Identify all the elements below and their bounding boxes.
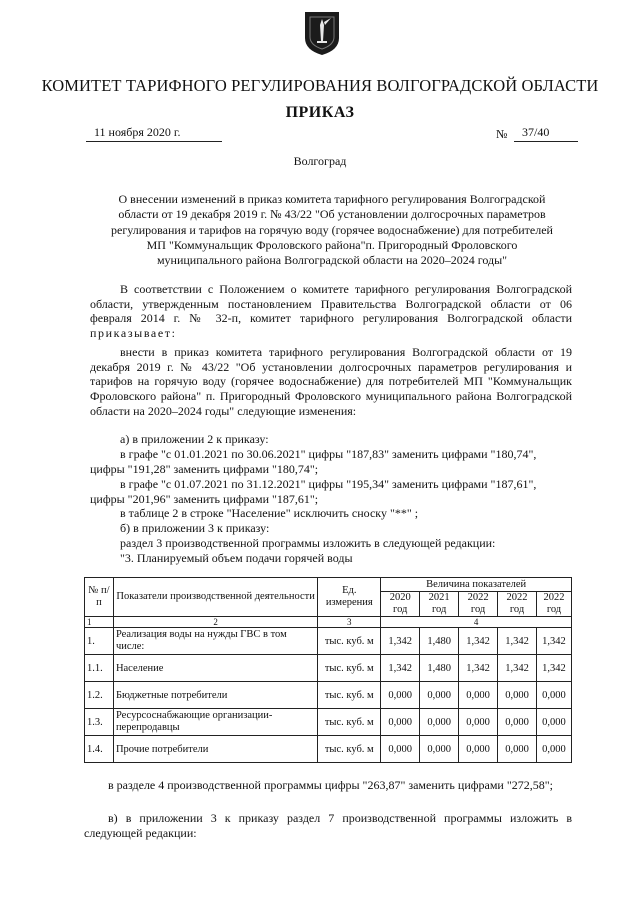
row-unit: тыс. куб. м (318, 655, 381, 682)
row-value: 0,000 (381, 736, 420, 763)
row-name: Прочие потребители (113, 736, 317, 763)
row-unit: тыс. куб. м (318, 709, 381, 736)
header-year: 2022 год (498, 592, 537, 617)
table-row (85, 655, 572, 682)
header-year: 2020 год (381, 592, 420, 617)
row-value: 1,480 (420, 628, 459, 655)
header-year: 2022 год (536, 592, 571, 617)
row-unit: тыс. куб. м (318, 736, 381, 763)
row-value: 0,000 (459, 736, 498, 763)
item-b: б) в приложении 3 к приказу: (120, 521, 270, 535)
col-number: 2 (113, 617, 317, 628)
subject-line: О внесении изменений в приказ комитета тарифного регулирования Волгоградской (118, 192, 546, 206)
row-num: 1.3. (85, 709, 114, 736)
city: Волгоград (293, 154, 347, 168)
row-value: 1,342 (536, 628, 571, 655)
row-value: 1,342 (381, 655, 420, 682)
row-value: 1,480 (420, 655, 459, 682)
row-name: Реализация воды на нужды ГВС в том числе: (113, 628, 317, 655)
row-value: 1,342 (459, 655, 498, 682)
hot-water-volume-table (84, 577, 572, 763)
table-row (85, 682, 572, 709)
item-b1: раздел 3 производственной программы изложить в следующей редакции: (120, 536, 496, 550)
item-a: а) в приложении 2 к приказу: (120, 432, 269, 446)
item-a2-line2: цифры "201,96" заменить цифрами "187,61"; (90, 491, 319, 506)
table-row (85, 709, 572, 736)
committee-name: КОМИТЕТ ТАРИФНОГО РЕГУЛИРОВАНИЯ ВОЛГОГРАДСКОЙ ОБЛАСТИ (41, 76, 599, 95)
document-type: ПРИКАЗ (285, 104, 355, 121)
row-num: 1.1. (85, 655, 114, 682)
row-value: 0,000 (498, 709, 537, 736)
row-value: 0,000 (536, 682, 571, 709)
item-a3: в таблице 2 в строке "Население" исключить сноску "**" ; (120, 506, 419, 520)
item-c-paragraph: в) в приложении 3 к приказу раздел 7 производственной программы изложить в следующей редакции: (84, 811, 572, 840)
number-sign: № (496, 127, 508, 141)
subject-line: муниципального района Волгоградской области на 2020–2024 годы" (156, 253, 508, 268)
row-value: 0,000 (536, 709, 571, 736)
row-name: Ресурсоснабжающие организации-перепродавцы (113, 709, 317, 736)
col-number: 3 (318, 617, 381, 628)
item-b2: "3. Планируемый объем подачи горячей воды (120, 551, 353, 565)
table-row (85, 628, 572, 655)
subject-line: регулирования и тарифов на горячую воду (горячее водоснабжение) для потребителей (111, 222, 553, 237)
row-unit: тыс. куб. м (318, 682, 381, 709)
row-value: 0,000 (420, 682, 459, 709)
header-values: Величина показателей (381, 578, 572, 592)
subject-line: МП "Коммунальщик Фроловского района"п. Пригородный Фроловского (146, 237, 518, 252)
row-num: 1.2. (85, 682, 114, 709)
amendment-paragraph: внести в приказ комитета тарифного регулирования Волгоградской области от 19 декабря 2019 г. № 43/22 "Об установлении долгосрочных параметров регулирования и тарифов на горячую воду (горячее водоснабжение) для потребителей МП "Коммунальщик Фроловского района" п. Пригородный Фроловского муниципального района Волгоградской области на 2020–2024 годы" следующие изменения: (90, 345, 572, 418)
col-number: 1 (85, 617, 114, 628)
preamble-paragraph (90, 282, 572, 341)
header-year: 2022 год (459, 592, 498, 617)
header-year: 2021 год (420, 592, 459, 617)
header-indicator: Показатели производственной деятельности (113, 578, 317, 617)
header-unit: Ед. измерения (318, 578, 381, 617)
row-value: 1,342 (498, 655, 537, 682)
item-a2-line1: в графе "с 01.07.2021 по 31.12.2021" цифры "195,34" заменить цифрами "187,61", (120, 477, 537, 491)
section4-paragraph: в разделе 4 производственной программы цифры "263,87" заменить цифрами "272,58"; (108, 778, 553, 792)
item-a1-line2: цифры "191,28" заменить цифрами "180,74"; (90, 461, 319, 476)
row-value: 0,000 (536, 736, 571, 763)
coat-of-arms-icon (302, 10, 342, 56)
decree-word: приказывает: (90, 326, 177, 341)
row-value: 0,000 (381, 682, 420, 709)
row-num: 1. (85, 628, 114, 655)
item-a1-line1: в графе "с 01.01.2021 по 30.06.2021" цифры "187,83" заменить цифрами "180,74", (120, 447, 537, 461)
row-value: 0,000 (420, 709, 459, 736)
table-row (85, 736, 572, 763)
item-a2 (90, 477, 572, 506)
row-value: 1,342 (536, 655, 571, 682)
row-value: 0,000 (498, 736, 537, 763)
order-date: 11 ноября 2020 г. (86, 124, 222, 142)
subject-line: области от 19 декабря 2019 г. № 43/22 "Об установлении долгосрочных параметров (118, 207, 546, 222)
row-value: 0,000 (420, 736, 459, 763)
row-value: 1,342 (459, 628, 498, 655)
row-value: 0,000 (459, 682, 498, 709)
order-subject (90, 192, 574, 268)
row-value: 0,000 (498, 682, 537, 709)
row-value: 0,000 (459, 709, 498, 736)
row-value: 1,342 (381, 628, 420, 655)
item-a1 (90, 447, 572, 476)
preamble-text: В соответствии с Положением о комитете тарифного регулирования Волгоградской области, утвержденным постановлением Правительства Волгоградской области от 06 февраля 2014 г. № 32-п, комитет тарифного регулирования Волгоградской области (90, 282, 572, 326)
order-number: 37/40 (514, 124, 578, 142)
row-name: Бюджетные потребители (113, 682, 317, 709)
row-value: 0,000 (381, 709, 420, 736)
row-value: 1,342 (498, 628, 537, 655)
col-number: 4 (381, 617, 572, 628)
header-num: № п/п (85, 578, 114, 617)
row-unit: тыс. куб. м (318, 628, 381, 655)
row-num: 1.4. (85, 736, 114, 763)
row-name: Население (113, 655, 317, 682)
